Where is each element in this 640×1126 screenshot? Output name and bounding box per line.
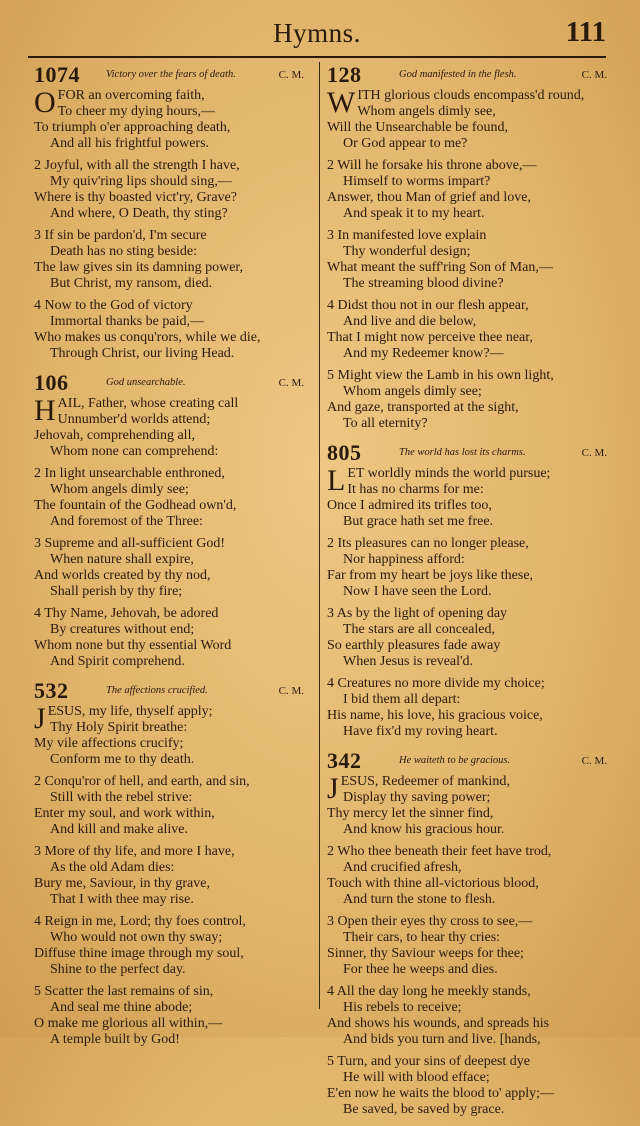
verse-line: 5 Scatter the last remains of sin, xyxy=(34,984,214,999)
verse-line: And crucified afresh, xyxy=(343,860,462,875)
verse-line: 5 Might view the Lamb in his own light, xyxy=(327,368,554,383)
verse-line: A temple built by God! xyxy=(50,1032,180,1047)
hymn-meter: C. M. xyxy=(581,755,607,767)
verse-line: Shine to the perfect day. xyxy=(50,962,186,977)
verse-line: 4 Creatures no more divide my choice; xyxy=(327,676,545,691)
verse-line: Enter my soul, and work within, xyxy=(34,806,215,821)
verse-line: OFOR an overcoming faith, xyxy=(34,86,205,119)
verse-line: 3 Open their eyes thy cross to see,— xyxy=(327,914,533,929)
verse-line: And turn the stone to flesh. xyxy=(343,892,496,907)
verse-line: Sinner, thy Saviour weeps for thee; xyxy=(327,946,524,961)
verse-line: It has no charms for me: xyxy=(347,482,484,497)
verse-line: E'en now he waits the blood to' apply;— xyxy=(327,1086,555,1101)
stanza xyxy=(34,466,304,530)
verse-line: 5 Turn, and your sins of deepest dye xyxy=(327,1054,530,1069)
verse-line: His rebels to receive; xyxy=(343,1000,462,1015)
stanza xyxy=(327,368,607,432)
verse-line: JESUS, Redeemer of mankind, xyxy=(327,772,510,805)
verse-line: When Jesus is reveal'd. xyxy=(343,654,474,669)
hymn-header xyxy=(327,748,607,774)
stanza xyxy=(327,606,607,670)
hymn-subtitle: God manifested in the flesh. xyxy=(399,69,517,80)
hymn xyxy=(327,748,607,1118)
hymn-meter: C. M. xyxy=(581,69,607,81)
stanza xyxy=(327,158,607,222)
stanza xyxy=(327,844,607,908)
verse-line: Be saved, be saved by grace. xyxy=(343,1102,505,1117)
stanza xyxy=(327,228,607,292)
verse-line: Jehovah, comprehending all, xyxy=(34,428,195,443)
verse-line: Thy wonderful design; xyxy=(343,244,471,259)
verse-line: And speak it to my heart. xyxy=(343,206,485,221)
stanza xyxy=(327,914,607,978)
verse-line: Thy mercy let the sinner find, xyxy=(327,806,494,821)
verse-line: My vile affections crucify; xyxy=(34,736,184,751)
verse-line: 4 All the day long he meekly stands, xyxy=(327,984,531,999)
verse-line: Whom angels dimly see; xyxy=(343,384,482,399)
verse-line: 2 In light unsearchable enthroned, xyxy=(34,466,225,481)
hymn-meter: C. M. xyxy=(278,685,304,697)
hymn xyxy=(34,370,304,670)
stanza xyxy=(34,774,304,838)
verse-line: By creatures without end; xyxy=(50,622,195,637)
verse-line: And where, O Death, thy sting? xyxy=(50,206,228,221)
verse-line: But grace hath set me free. xyxy=(343,514,494,529)
verse-line: HAIL, Father, whose creating call xyxy=(34,394,239,427)
right-column xyxy=(327,62,607,1126)
verse-line: To all eternity? xyxy=(343,416,428,431)
verse-line: Who would not own thy sway; xyxy=(50,930,223,945)
hymn-number: 1074 xyxy=(34,62,80,87)
hymn xyxy=(34,678,304,1048)
verse-line: Shall perish by thy fire; xyxy=(50,584,183,599)
verse-line: Death has no sting beside: xyxy=(50,244,197,259)
verse-line: That I with thee may rise. xyxy=(50,892,194,907)
verse-line: Whom angels dimly see; xyxy=(50,482,189,497)
stanza xyxy=(327,676,607,740)
verse-line: Himself to worms impart? xyxy=(343,174,491,189)
verse-line: That I might now perceive thee near, xyxy=(327,330,533,345)
verse-line: Immortal thanks be paid,— xyxy=(50,314,204,329)
verse-line: 3 In manifested love explain xyxy=(327,228,487,243)
drop-capital: H xyxy=(34,394,56,427)
verse-line: O make me glorious all within,— xyxy=(34,1016,223,1031)
verse-line: WITH glorious clouds encompass'd round, xyxy=(327,86,585,119)
stanza xyxy=(34,88,304,152)
verse-line: The fountain of the Godhead own'd, xyxy=(34,498,237,513)
verse-line: Whom none but thy essential Word xyxy=(34,638,232,653)
verse-line: And bids you turn and live. [hands, xyxy=(343,1032,541,1047)
hymn-header xyxy=(34,678,304,704)
verse-line: And gaze, transported at the sight, xyxy=(327,400,519,415)
stanza xyxy=(34,704,304,768)
verse-line: Will the Unsearchable be found, xyxy=(327,120,508,135)
hymn-subtitle: The affections crucified. xyxy=(106,685,208,696)
verse-line: LET worldly minds the world pursue; xyxy=(327,464,551,497)
verse-line: His name, his love, his gracious voice, xyxy=(327,708,543,723)
verse-line: And all his frightful powers. xyxy=(50,136,210,151)
left-column xyxy=(34,62,304,1056)
verse-line: Through Christ, our living Head. xyxy=(50,346,235,361)
verse-line: Conform me to thy death. xyxy=(50,752,195,767)
verse-line: Their cars, to hear thy cries: xyxy=(343,930,501,945)
hymn xyxy=(327,62,607,432)
verse-line: And kill and make alive. xyxy=(50,822,189,837)
verse-line: Where is thy boasted vict'ry, Grave? xyxy=(34,190,237,205)
verse-line: 4 Thy Name, Jehovah, be adored xyxy=(34,606,219,621)
stanza xyxy=(34,536,304,600)
hymn-header xyxy=(34,370,304,396)
verse-line: And Spirit comprehend. xyxy=(50,654,185,669)
hymn-meter: C. M. xyxy=(278,377,304,389)
verse-line: Or God appear to me? xyxy=(343,136,468,151)
stanza xyxy=(327,466,607,530)
stanza xyxy=(34,844,304,908)
verse-line: 2 Who thee beneath their feet have trod, xyxy=(327,844,552,859)
drop-capital: J xyxy=(34,702,46,735)
hymn xyxy=(34,62,304,362)
verse-line: 3 Supreme and all-sufficient God! xyxy=(34,536,226,551)
hymn-subtitle: Victory over the fears of death. xyxy=(106,69,236,80)
verse-line: 3 If sin be pardon'd, I'm secure xyxy=(34,228,207,243)
verse-line: And seal me thine abode; xyxy=(50,1000,193,1015)
stanza xyxy=(34,914,304,978)
verse-line: But Christ, my ransom, died. xyxy=(50,276,213,291)
verse-line: As the old Adam dies: xyxy=(50,860,175,875)
stanza xyxy=(327,984,607,1048)
stanza xyxy=(34,298,304,362)
verse-line: The stars are all concealed, xyxy=(343,622,495,637)
page-title: Hymns. xyxy=(273,18,361,48)
verse-line: 2 Will he forsake his throne above,— xyxy=(327,158,537,173)
hymn-header xyxy=(327,62,607,88)
verse-line: 3 More of thy life, and more I have, xyxy=(34,844,235,859)
verse-line: Who makes us conqu'rors, while we die, xyxy=(34,330,261,345)
verse-line: And shows his wounds, and spreads his xyxy=(327,1016,550,1031)
verse-line: And foremost of the Three: xyxy=(50,514,203,529)
hymn-subtitle: He waiteth to be gracious. xyxy=(399,755,511,766)
verse-line: My quiv'ring lips should sing,— xyxy=(50,174,232,189)
stanza xyxy=(34,228,304,292)
verse-line: And know his gracious hour. xyxy=(343,822,505,837)
verse-line: And worlds created by thy nod, xyxy=(34,568,211,583)
verse-line: Unnumber'd worlds attend; xyxy=(57,412,211,427)
verse-line: What meant the suff'ring Son of Man,— xyxy=(327,260,553,275)
page-header xyxy=(28,12,606,56)
hymn-number: 532 xyxy=(34,678,69,703)
page-number: 111 xyxy=(565,16,606,48)
verse-line: Thy Holy Spirit breathe: xyxy=(50,720,188,735)
drop-capital: W xyxy=(327,86,356,119)
verse-line: 4 Didst thou not in our flesh appear, xyxy=(327,298,529,313)
verse-line: I bid them all depart: xyxy=(343,692,461,707)
stanza xyxy=(327,536,607,600)
verse-line: Display thy saving power; xyxy=(343,790,491,805)
verse-line: To cheer my dying hours,— xyxy=(57,104,215,119)
drop-capital: L xyxy=(327,464,346,497)
verse-line: Bury me, Saviour, in thy grave, xyxy=(34,876,210,891)
stanza xyxy=(327,88,607,152)
stanza xyxy=(34,606,304,670)
hymn-subtitle: God unsearchable. xyxy=(106,377,186,388)
hymn-header xyxy=(34,62,304,88)
drop-capital: O xyxy=(34,86,56,119)
verse-line: When nature shall expire, xyxy=(50,552,194,567)
hymn-number: 106 xyxy=(34,370,69,395)
stanza xyxy=(34,984,304,1048)
verse-line: 4 Reign in me, Lord; thy foes control, xyxy=(34,914,246,929)
column-divider xyxy=(319,62,320,1009)
verse-line: JESUS, my life, thyself apply; xyxy=(34,702,213,735)
verse-line: Touch with thine all-victorious blood, xyxy=(327,876,539,891)
verse-line: 2 Its pleasures can no longer please, xyxy=(327,536,529,551)
hymn-number: 128 xyxy=(327,62,362,87)
hymn-header xyxy=(327,440,607,466)
hymn-meter: C. M. xyxy=(278,69,304,81)
stanza xyxy=(34,396,304,460)
verse-line: Diffuse thine image through my soul, xyxy=(34,946,244,961)
stanza xyxy=(327,774,607,838)
verse-line: Have fix'd my roving heart. xyxy=(343,724,498,739)
verse-line: He will with blood efface; xyxy=(343,1070,490,1085)
hymn-subtitle: The world has lost its charms. xyxy=(399,447,526,458)
verse-line: Whom angels dimly see, xyxy=(357,104,496,119)
verse-line: For thee he weeps and dies. xyxy=(343,962,498,977)
stanza xyxy=(327,1054,607,1118)
verse-line: Still with the rebel strive: xyxy=(50,790,193,805)
drop-capital: J xyxy=(327,772,339,805)
verse-line: 2 Conqu'ror of hell, and earth, and sin, xyxy=(34,774,250,789)
stanza xyxy=(34,158,304,222)
verse-line: And live and die below, xyxy=(343,314,477,329)
hymn-meter: C. M. xyxy=(581,447,607,459)
verse-line: To triumph o'er approaching death, xyxy=(34,120,231,135)
verse-line: Far from my heart be joys like these, xyxy=(327,568,534,583)
verse-line: Now I have seen the Lord. xyxy=(343,584,492,599)
verse-line: Once I admired its trifles too, xyxy=(327,498,492,513)
verse-line: 2 Joyful, with all the strength I have, xyxy=(34,158,240,173)
hymn xyxy=(327,440,607,740)
verse-line: Nor happiness afford: xyxy=(343,552,465,567)
verse-line: Answer, thou Man of grief and love, xyxy=(327,190,531,205)
hymn-number: 805 xyxy=(327,440,362,465)
header-rule xyxy=(28,56,606,58)
stanza xyxy=(327,298,607,362)
verse-line: 4 Now to the God of victory xyxy=(34,298,193,313)
verse-line: So earthly pleasures fade away xyxy=(327,638,501,653)
verse-line: And my Redeemer know?— xyxy=(343,346,504,361)
verse-line: Whom none can comprehend: xyxy=(50,444,219,459)
verse-line: 3 As by the light of opening day xyxy=(327,606,508,621)
hymn-number: 342 xyxy=(327,748,362,773)
verse-line: The streaming blood divine? xyxy=(343,276,504,291)
verse-line: The law gives sin its damning power, xyxy=(34,260,244,275)
